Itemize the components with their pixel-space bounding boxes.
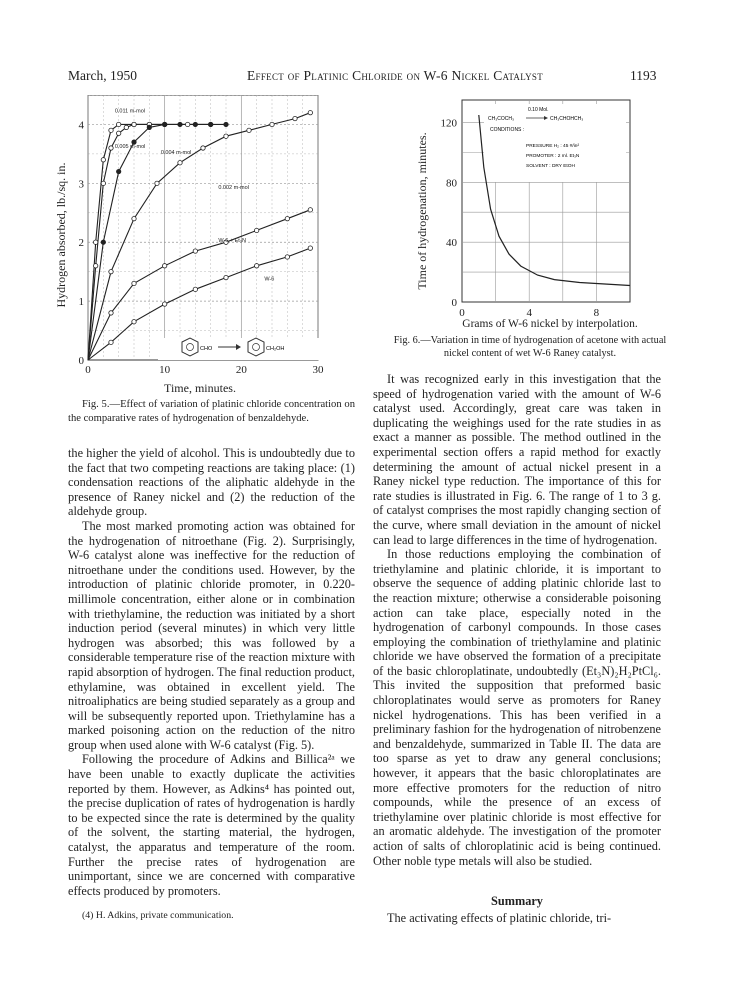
left-paragraph-1: the higher the yield of alcohol. This is undoubtedly due to the fact that two competing reactions are taking place: (1) condensation reactions of the aliphatic aldehyde in the presence of Raney nickel and (2) the reduction of the aldehyde group. [68,446,355,519]
fig5-point [124,125,128,129]
fig5-ylabel: Hydrogen absorbed, lb./sq. in. [54,162,68,308]
fig5-x-tick: 30 [312,364,324,376]
fig5-point [101,181,105,185]
fig6-ylabel: Time of hydrogenation, minutes. [415,132,429,290]
right-paragraph-1: It was recognized early in this investigation that the speed of hydrogenation varied with the amount of W-6 catalyst used. Accordingly, great care was taken in duplicating the weighings used for the rate studies in as exact a manner as possible. The method outlined in the experimental section offers a rapid method for exactly determining the amount of actual nickel present in a Raney nickel type reduction. The importance of this for rate studies is illustrated in Fig. 6. The range of 1 to 3 g. of catalyst comprises the most rapidly changing section of the curve, where small deviation in the amount of nickel can lead to large differences in the time of hydrogenation. [373,372,661,547]
fig5-frame [88,95,318,360]
fig5-reaction-box [158,338,335,360]
left-paragraph-2: The most marked promoting action was obtained for the hydrogenation of nitroethane (Fig. 2). Surprisingly, W-6 catalyst alone was ineffective for the reduction of nitroethane under the conditions used. However, by the introduction of platinic chloride promoter, in 0.220-millimole concentration, either alone or in combination with triethylamine, the reduction was initiated by a short induction period (several minutes) in which very little hydrogen was absorbed; this was followed by a considerable temperature rise of the reaction mixture with rapid absorption of hydrogen. The final reduction product, ethylamine, was obtained in excellent yield. The nitroaliphatics are being studied separately as a group and will be subsequently reported upon. Triethylamine has a marked poisoning action on the reduction of the nitro group when used alone with W-6 catalyst (Fig. 5). [68,518,355,752]
fig6-y-tick: 80 [446,177,457,190]
fig6-pressure: PRESSURE H₂ : 45 #/in² [526,144,580,149]
fig5-point [93,264,97,268]
fig6-ylabel-wrap [412,110,436,310]
fig5-x-tick: 20 [235,364,247,376]
fig5-x-tick: 10 [159,364,171,376]
fig5-point [147,125,151,129]
fig6-solvent: SOLVENT : DRY EtOH [526,164,575,169]
fig5-point [116,131,120,135]
fig5-point [285,216,289,220]
fig5-point [285,255,289,259]
fig5-curve-label-3: 0.002 m-mol [218,185,249,192]
fig6-caption: Fig. 6.—Variation in time of hydrogenation of acetone with actual nickel content of wet W-6 Raney catalyst. [393,335,667,359]
fig5-curve-label-2: 0.004 m-mol [160,149,192,156]
fig6-amount: 0.10 Mol. [528,107,549,113]
summary-heading: Summary [491,894,543,908]
fig5-point [193,287,197,291]
fig6-x-tick: 4 [526,307,532,319]
fig6-xlabel: Grams of W-6 nickel by interpolation. [462,318,638,330]
running-header-date: March, 1950 [68,68,137,83]
fig5-point [101,158,105,162]
fig6-y-tick: 0 [451,297,457,309]
fig6-annotation [484,104,626,182]
fig5-point [308,246,312,250]
fig5-point [109,269,113,273]
fig5-ylabel-wrap [52,140,74,330]
fig5-point [132,216,136,220]
running-header-title: Effect of Platinic Chloride on W-6 Nickel Catalyst [246,68,543,83]
fig5-point [254,228,258,232]
fig5-point [178,161,182,165]
fig5-point [109,311,113,315]
fig5-point [308,110,312,114]
fig5-point [224,275,228,279]
fig5-point [155,181,159,185]
fig5-point [224,122,228,126]
fig5-point [109,340,113,344]
fig5-grid [88,95,318,360]
fig5-point [132,320,136,324]
fig5-point [247,128,251,132]
fig6-conditions-title: CONDITIONS : [490,127,525,133]
fig5-y-tick: 4 [78,119,84,132]
fig6-x-tick: 0 [459,307,465,319]
fig5-point [116,169,120,173]
fig5-point [162,122,166,126]
figure-5-chart [70,95,335,395]
fig6-x-tick: 8 [593,307,600,319]
fig5-curve-label-5: W-6 [264,276,275,283]
fig5-curve-labels [115,109,274,283]
fig5-caption: Fig. 5.—Effect of variation of platinic chloride concentration on the comparative rates of hydrogenation of benzaldehyde. [68,399,355,424]
fig5-point [254,264,258,268]
fig5-x-tick: 0 [85,364,91,376]
fig5-point [224,134,228,138]
fig5-point [208,122,212,126]
fig6-y-tick: 120 [440,117,457,130]
fig5-y-tick: 3 [78,178,84,191]
fig5-point [270,122,274,126]
fig5-reaction-right: CH₂OH [266,346,285,352]
page-number: 1193 [630,68,657,83]
fig5-point [132,122,136,126]
fig5-point [132,281,136,285]
fig5-point [308,208,312,212]
fig5-point [162,302,166,306]
fig5-point [193,249,197,253]
right-paragraph-2: In those reductions employing the combination of triethylamine and platinic chloride, it is important to observe the sequence of adding platinic chloride last to the reaction mixture; otherwise a considerable poisoning action can take place, especially noted in the hydrogenation of carbonyl compounds. In those cases employing the combination of triethylamine and platinic chloride we have observed the formation of a precipitate of the basic chloroplatinate, undoubtedly (Et₃N)₂H₂PtCl₆. This invited the supposition that preformed basic chloroplatinates would serve as promoters for Raney nickel hydrogenations. This has been verified in a preliminary fashion for the hydrogenation of nitrobenzene and benzaldehyde, summarized in Table II. The data are too sparse as yet to draw any general conclusions; however, it appears that the basic chloroplatinates are more effective promoters for the reduction of nitro compounds, while the presence of an excess of triethylamine over platinic chloride is most effective for an aromatic aldehyde. The investigation of the promoter action of salts of chloroplatinic acid is being continued. Other noble type metals will also be studied. [373,547,661,868]
fig5-curve-label-4: W-6 + Et₃N [218,238,247,245]
fig5-point [109,146,113,150]
right-text-column [373,372,661,868]
fig5-curve-label-1: 0.005 m-mol [114,144,146,150]
fig6-product: CH₃CHOHCH₃ [550,116,584,122]
fig5-xlabel: Time, minutes. [164,381,236,395]
fig6-y-tick: 40 [446,237,457,250]
fig5-y-tick: 0 [78,355,84,367]
fig5-point [193,122,197,126]
fig5-point [178,122,182,126]
fig5-point [116,122,120,126]
footnote: (4) H. Adkins, private communication. [82,910,234,921]
fig5-series-4 [88,210,310,360]
left-text-column [68,446,355,898]
fig5-point [293,116,297,120]
summary-text: The activating effects of platinic chloride, tri- [387,911,612,925]
fig6-promoter: PROMOTER : 2 ml. Et₃N [526,154,580,159]
fig5-point [109,128,113,132]
fig5-y-tick: 1 [78,296,84,309]
fig5-reaction-left: CHO [200,346,213,352]
fig5-point [93,240,97,244]
fig5-point [162,264,166,268]
fig5-y-tick: 2 [78,237,84,250]
fig6-reactant: CH₃COCH₃ [488,116,515,122]
fig5-point [185,122,189,126]
fig5-point [201,146,205,150]
left-paragraph-3: Following the procedure of Adkins and Billica²ᵃ we have been unable to exactly duplicate the activities reported by them. However, as Adkins⁴ has pointed out, the precise duplication of rates of hydrogenation is hardly to be expected since the rate is determined by the quality of the solvent, the starting material, the hydrogen, catalyst, the apparatus and temperature of the room. Further the precise rates of hydrogenation are unimportant, since we are concerned with comparative effects produced by promoters. [68,752,355,898]
fig5-curve-label-0: 0.011 m-mol [114,108,146,115]
fig5-point [101,240,105,244]
figure-6-chart [420,95,660,325]
